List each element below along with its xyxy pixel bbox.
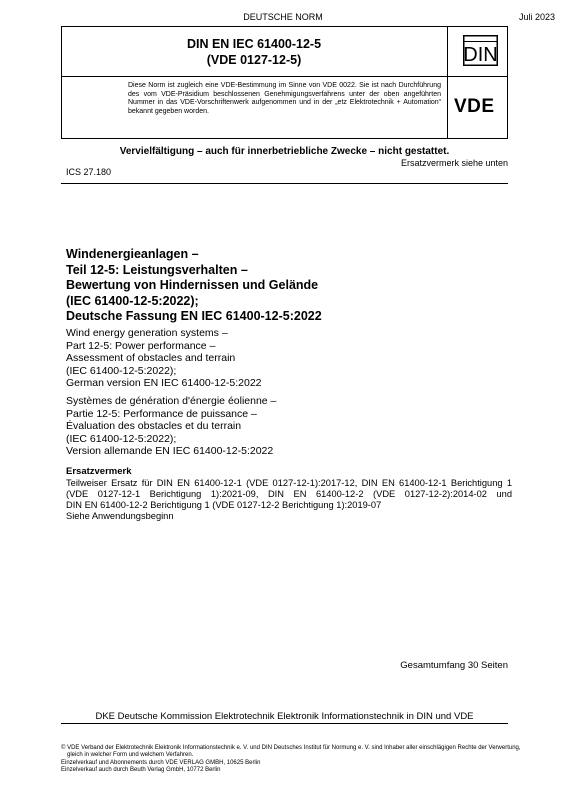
legal-line: © VDE Verband der Elektrotechnik Elektronik Informationstechnik e. V. und DIN Deutsches Institut für Normung e. V. sind Inhaber aller einschlägigen Rechte der Verwertung,: [61, 745, 521, 751]
title-fr-line: Partie 12-5: Performance de puissance –: [66, 407, 257, 420]
header-box-divider-vertical: [447, 26, 448, 139]
vde-classification: (VDE 0127-12-5): [206, 53, 302, 67]
din-logo-icon: [463, 35, 498, 66]
replacement-heading: Ersatzvermerk: [66, 466, 132, 477]
title-en-line: (IEC 61400-12-5:2022);: [66, 364, 177, 377]
title-de-line: Bewertung von Hindernissen und Gelände: [66, 278, 319, 293]
divider: [61, 183, 508, 184]
total-pages: Gesamtumfang 30 Seiten: [400, 660, 508, 671]
reproduction-notice: Vervielfältigung – auch für innerbetriebliche Zwecke – nicht gestattet.: [119, 146, 450, 157]
legal-line: gleich in welcher Form und welchem Verfahren.: [67, 752, 194, 759]
legal-notice: [61, 745, 566, 775]
title-de-line: Windenergieanlagen –: [66, 247, 199, 261]
footer-organization: DKE Deutsche Kommission Elektrotechnik Elektronik Informationstechnik in DIN und VDE: [95, 711, 474, 722]
publication-date: Juli 2023: [518, 12, 555, 22]
title-en-line: Part 12-5: Power performance –: [66, 339, 216, 352]
header-box-divider-horizontal: [61, 76, 508, 77]
standard-number: DIN EN IEC 61400-12-5: [186, 37, 322, 51]
vde-logo: VDE: [454, 96, 495, 117]
din-logo-text: DIN: [463, 44, 498, 66]
title-fr-line: Version allemande EN IEC 61400-12-5:2022: [66, 445, 274, 458]
title-de-line: Teil 12-5: Leistungsverhalten –: [66, 262, 248, 277]
title-en-line: Assessment of obstacles and terrain: [66, 352, 236, 365]
standard-number-block: [61, 36, 447, 68]
legal-line: Einzelverkauf auch durch Beuth Verlag GmbH, 10772 Berlin: [61, 767, 221, 774]
replacement-hint: Ersatzvermerk siehe unten: [400, 158, 508, 168]
document-type-label: DEUTSCHE NORM: [243, 12, 323, 22]
vde-note: Diese Norm ist zugleich eine VDE-Bestimmung im Sinne von VDE 0022. Sie ist nach Durchführung des vom VDE-Präsidium beschlossenen Genehmigungsverfahrens unter der oben angeführten Nummer in das VDE-Vorschriftenwerk aufgenommen und in der „etz Elektrotechnik + Automation“ bekannt gegeben worden.: [128, 82, 441, 115]
title-de-line: (IEC 61400-12-5:2022);: [66, 293, 199, 308]
legal-line: Einzelverkauf und Abonnements durch VDE VERLAG GMBH, 10625 Berlin: [61, 759, 261, 766]
title-en-line: Wind energy generation systems –: [66, 327, 228, 339]
replacement-line: DIN EN 61400-12-2 Berichtigung 1 (VDE 0127-12-2 Berichtigung 1):2019-07: [66, 499, 382, 510]
title-fr-line: Évaluation des obstacles et du terrain: [66, 420, 242, 433]
title-fr-line: Systèmes de génération d'énergie éolienne –: [66, 395, 277, 407]
title-german: [66, 247, 486, 325]
title-english: [66, 327, 486, 390]
title-fr-line: (IEC 61400-12-5:2022);: [66, 432, 177, 445]
title-french: [66, 395, 486, 458]
title-de-line: Deutsche Fassung EN IEC 61400-12-5:2022: [66, 309, 322, 324]
replacement-line: Teilweiser Ersatz für DIN EN 61400-12-1 (VDE 0127-12-1):2017-12, DIN EN 61400-12-1 Berichtigung 1: [66, 478, 512, 488]
title-en-line: German version EN IEC 61400-12-5:2022: [66, 377, 262, 390]
footer-divider: [61, 723, 508, 724]
replacement-line: (VDE 0127-12-1 Berichtigung 1):2021-09, DIN EN 61400-12-2 (VDE 0127-12-2):2014-02 und: [66, 488, 512, 499]
replacement-text: [66, 478, 512, 522]
replacement-line: Siehe Anwendungsbeginn: [66, 510, 174, 521]
ics-code: ICS 27.180: [66, 167, 112, 177]
